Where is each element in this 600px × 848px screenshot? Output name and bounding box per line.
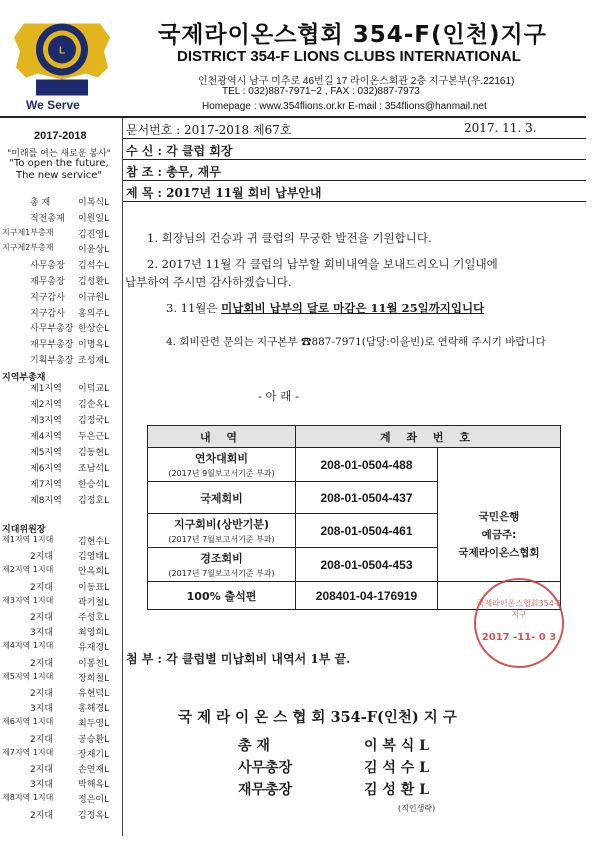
officers-role: 재무총장 — [30, 277, 65, 287]
paragraph-3-emphasis: 미납회비 납부의 달로 마감은 11월 25일까지입니다 — [221, 301, 485, 315]
zones-role: 제2지역 — [30, 400, 62, 410]
areas-role: 2지대 — [30, 658, 54, 669]
areas-name: 최두영L — [78, 719, 110, 730]
we-serve-motto: We Serve — [26, 98, 80, 112]
zones-role: 제4지역 — [30, 432, 62, 442]
rule — [123, 201, 586, 202]
item-cell — [148, 448, 296, 482]
officers-role: 직전총재 — [30, 213, 65, 224]
item-cell — [148, 514, 296, 548]
below-heading: - 아 래 - — [258, 389, 299, 403]
signature-role-3: 재무총장 — [238, 782, 293, 798]
areas-name: 유재경L — [78, 643, 110, 654]
areas-role: 2지대 — [30, 552, 54, 563]
areas-role: 2지대 — [30, 582, 54, 593]
col-account: 계 좌 번 호 — [296, 426, 561, 448]
areas-role: 2지대 — [30, 613, 54, 623]
signature-name-3: 김 성 환 L — [364, 782, 430, 798]
zones-role: 제8지역 — [30, 496, 62, 506]
zones-name: 한승석L — [78, 480, 110, 490]
zones-role: 제6지역 — [30, 464, 62, 474]
zones-role: 제1지역 — [30, 384, 62, 394]
sidebar-year: 2017-2018 — [34, 130, 87, 142]
areas-role: 제1지역 1지대 — [2, 535, 54, 544]
paragraph-2a: 2. 2017년 11월 각 클럽의 납부할 회비내역을 보내드리오니 기일내에 — [147, 257, 498, 271]
header-divider — [0, 116, 586, 118]
officers-role: 지구제2부총재 — [2, 243, 54, 253]
zones-name: 김동현L — [78, 448, 110, 458]
zones-name: 이덕교L — [78, 384, 110, 394]
doc-recipient: 수 신 : 각 클럽 회장 — [126, 144, 233, 158]
areas-name: 손연재L — [78, 765, 110, 775]
signature-name-1: 이 복 식 L — [364, 738, 430, 754]
areas-role: 3지대 — [30, 704, 54, 715]
doc-subject: 제 목 : 2017년 11월 회비 납부안내 — [126, 186, 322, 200]
areas-name: 홍해경L — [78, 704, 110, 715]
doc-number: 문서번호 : 2017-2018 제67호 — [126, 123, 292, 137]
sidebar-slogan-en2: The new service" — [15, 170, 103, 181]
officers-name: 이원일L — [78, 213, 110, 224]
areas-role: 제7지역 1지대 — [2, 747, 54, 757]
account-number: 208-01-0504-488 — [296, 448, 438, 482]
paragraph-3-lead: 3. 11월은 — [166, 301, 222, 315]
areas-role: 제4지역 1지대 — [2, 641, 54, 651]
zones-name: 김정국L — [78, 416, 110, 426]
col-item: 내 역 — [148, 426, 296, 448]
officers-role: 총 재 — [30, 198, 51, 208]
areas-name: 이봉천L — [78, 658, 110, 669]
enclosure-line: 첨 부 : 각 클럽별 미납회비 내역서 1부 끝. — [126, 652, 351, 666]
account-number: 208-01-0504-437 — [296, 482, 438, 514]
areas-name: 안옥희L — [78, 567, 110, 578]
rule — [123, 159, 586, 160]
zones-role: 제3지역 — [30, 416, 62, 426]
areas-name: 장재기L — [78, 749, 110, 760]
item-label: 100% 출석편 — [186, 589, 257, 603]
account-number: 208-01-0504-453 — [296, 548, 438, 582]
sidebar-divider — [122, 118, 123, 836]
areas-name: 곽기철L — [78, 597, 110, 608]
signature-role-2: 사무총장 — [238, 760, 293, 776]
officers-name: 한상순L — [78, 324, 110, 335]
holder-name: 국제라이온스협회 — [458, 547, 540, 559]
officers-role: 재무부총장 — [30, 340, 74, 351]
areas-role: 제5지역 1지대 — [2, 671, 54, 681]
areas-role: 제3지역 1지대 — [2, 595, 54, 605]
areas-name: 주성호L — [78, 613, 110, 623]
holder-label: 예금주: — [481, 529, 517, 541]
paragraph-4: 4. 회비관련 문의는 지구본부 ☎887-7971(담당:이윤빈)로 연락해 주시기 바랍니다 — [166, 336, 546, 348]
zones-name: 조남석L — [78, 464, 110, 474]
zones-name: 김순옥L — [78, 400, 110, 410]
areas-role: 제8지역 1지대 — [2, 793, 54, 803]
stamp-date: 2017 -11- 0 3 — [481, 632, 557, 643]
areas-name: 김현수L — [78, 537, 110, 547]
areas-role: 3지대 — [30, 628, 54, 639]
zones-name: 두은근L — [78, 432, 110, 442]
org-title-korean: 국제라이온스협회 354-F(인천)지구 — [158, 22, 547, 48]
areas-role: 제2지역 1지대 — [2, 565, 54, 575]
areas-name: 장희철L — [78, 673, 110, 684]
signature-org: 국 제 라 이 온 스 협 회 354-F(인천) 지 구 — [178, 709, 457, 726]
paragraph-1: 1. 회장님의 건승과 귀 클럽의 무궁한 발전을 기원합니다. — [147, 231, 432, 245]
svg-text:L: L — [58, 45, 66, 57]
areas-role: 2지대 — [30, 810, 54, 821]
zones-role: 제5지역 — [30, 448, 62, 458]
officers-role: 기획부총장 — [30, 356, 74, 366]
table-header-row — [148, 426, 561, 448]
areas-role: 2지대 — [30, 765, 54, 775]
seal-omitted-note: (직인생략) — [398, 804, 436, 813]
officers-role: 지구감사 — [30, 292, 65, 303]
areas-name: 공승환L — [78, 734, 110, 745]
item-note: (2017년 7월보고서기준 부과) — [168, 535, 275, 544]
bank-name: 국민은행 — [478, 511, 520, 523]
officers-name: 김성환L — [78, 277, 110, 287]
areas-name: 김영태L — [78, 552, 110, 563]
signature-name-2: 김 석 수 L — [364, 760, 430, 776]
paragraph-2b: 납부하여 주시면 감사하겠습니다. — [125, 275, 292, 289]
item-label: 지구회비(상반기분) — [173, 518, 270, 531]
item-cell — [148, 482, 296, 514]
areas-name: 정은이L — [78, 795, 110, 806]
areas-role: 제6지역 1지대 — [2, 717, 54, 727]
item-note: (2017년 9월보고서기준 부과) — [168, 469, 275, 478]
areas-name: 이동표L — [78, 582, 110, 593]
officers-role: 사무총장 — [30, 261, 65, 272]
bank-info-cell — [438, 448, 561, 582]
stamp-org: 국제라이온스협회354-F지구 — [476, 599, 562, 619]
zones-name: 김정호L — [78, 496, 110, 506]
item-label: 연차대회비 — [194, 452, 249, 465]
rule — [123, 138, 586, 139]
web-line: Homepage : www.354flions.or.kr E-mail : 354flions@hanmail.net — [202, 101, 487, 112]
item-label: 국제회비 — [200, 491, 243, 505]
officers-role: 지구제1부총재 — [2, 227, 54, 237]
officers-role: 지구감사 — [30, 308, 65, 319]
officers-name: 이윤상L — [78, 245, 110, 256]
table-row — [148, 448, 561, 482]
account-number: 208401-04-176919 — [296, 582, 438, 610]
areas-name: 최영희L — [78, 628, 110, 639]
areas-name: 유현덕L — [78, 689, 110, 699]
item-note: (2017년 7월보고서기준 부과) — [168, 569, 275, 578]
areas-role: 3지대 — [30, 780, 54, 791]
address-line: 인천광역시 남구 미추로 46번길 17 라이온스회관 2층 지구본부(우.22161) — [198, 76, 515, 87]
item-label: 경조회비 — [200, 552, 243, 565]
areas-role: 2지대 — [30, 689, 54, 699]
areas-name: 박해옥L — [78, 780, 110, 791]
item-cell — [148, 548, 296, 582]
rule — [123, 180, 586, 181]
zone-header: 지역부총재 — [2, 373, 46, 383]
phone-line: TEL : 032)887-7971~2 , FAX : 032)887-7973 — [222, 86, 420, 97]
doc-reference: 참 조 : 총무, 재무 — [126, 165, 221, 179]
officers-name: 이명옥L — [78, 340, 110, 351]
officers-name: 이규원L — [78, 292, 110, 303]
officers-name: 조성재L — [78, 356, 110, 366]
signature-role-1: 총 재 — [238, 738, 270, 754]
sidebar-slogan-ko: "미래를 여는 새로운 봉사" — [7, 149, 111, 159]
areas-role: 2지대 — [30, 734, 54, 745]
item-cell — [148, 582, 296, 610]
doc-date: 2017. 11. 3. — [464, 121, 537, 135]
officers-name: 김진영L — [78, 229, 110, 240]
officers-role: 사무부총장 — [30, 324, 74, 335]
account-number: 208-01-0504-461 — [296, 514, 438, 548]
area-header: 지대위원장 — [2, 525, 46, 535]
zones-role: 제7지역 — [30, 480, 62, 490]
sidebar-slogan-en1: "To open the future, — [9, 158, 109, 169]
officers-name: 김석수L — [78, 261, 110, 272]
official-stamp — [474, 578, 564, 668]
paragraph-3 — [166, 300, 484, 316]
officers-name: 이복식L — [78, 198, 110, 208]
areas-name: 김정옥L — [78, 810, 110, 821]
org-title-english: DISTRICT 354-F LIONS CLUBS INTERNATIONAL — [177, 48, 521, 65]
officers-name: 홍의주L — [78, 308, 110, 319]
